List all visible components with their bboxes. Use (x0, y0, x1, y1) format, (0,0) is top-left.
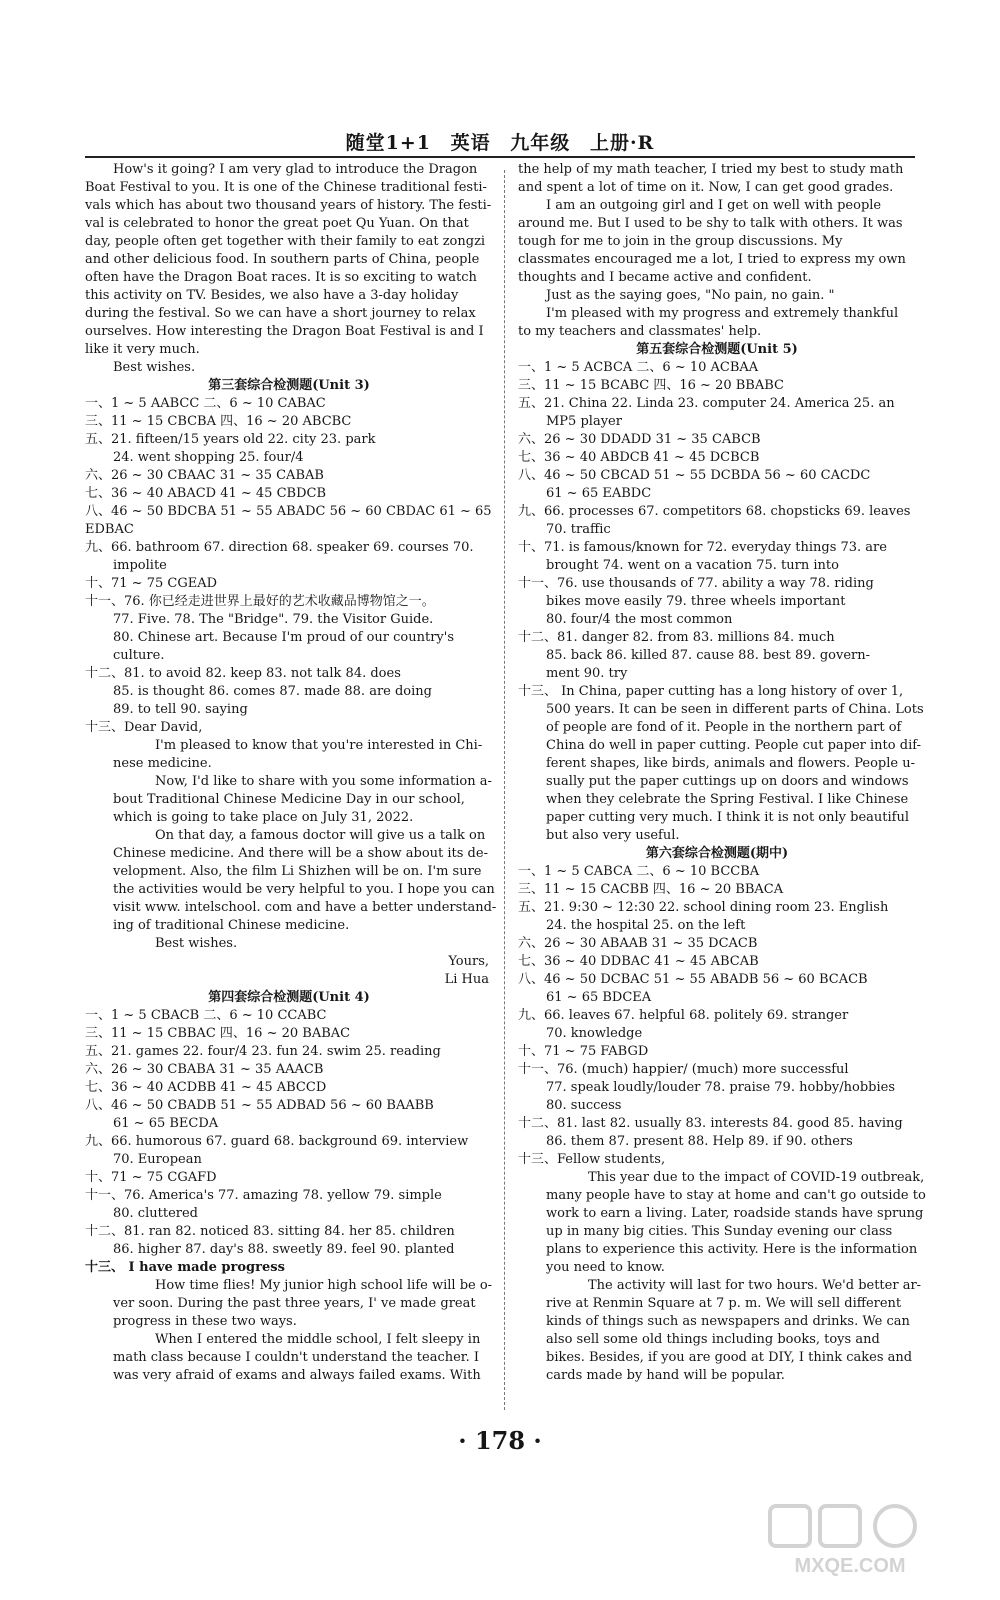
left-text-line: 六、26 ~ 30 CBABA 31 ~ 35 AAACB (85, 1062, 324, 1077)
left-text-line: 十、71 ~ 75 CGEAD (85, 576, 218, 591)
right-text-line: brought 74. went on a vacation 75. turn into (546, 558, 839, 573)
page-number: · 178 · (458, 1426, 542, 1455)
left-text-line: Li Hua (444, 972, 489, 987)
grade: 九年级 (510, 132, 571, 154)
left-text-line: 89. to tell 90. saying (113, 702, 248, 717)
svg-text:MXQE.COM: MXQE.COM (794, 1555, 906, 1577)
right-text-line: cards made by hand will be popular. (546, 1368, 785, 1383)
left-text-line: EDBAC (85, 522, 134, 537)
right-text-line: 十一、76. (much) happier/ (much) more successful (518, 1062, 849, 1077)
right-text-line: sually put the paper cuttings up on doors and windows (546, 774, 909, 789)
left-text-line: 三、11 ~ 15 CBCBA 四、16 ~ 20 ABCBC (85, 414, 352, 429)
right-text-line: work to earn a living. Later, roadside stands have sprung (546, 1206, 924, 1221)
left-text-line: 十二、81. ran 82. noticed 83. sitting 84. her 85. children (85, 1224, 455, 1239)
left-text-line: 八、46 ~ 50 BDCBA 51 ~ 55 ABADC 56 ~ 60 CBDAC 61 ~ 65 (85, 504, 492, 519)
left-text-line: 70. European (113, 1152, 202, 1167)
left-text-line: bout Traditional Chinese Medicine Day in our school, (113, 792, 465, 807)
left-section-title: 第四套综合检测题(Unit 4) (208, 990, 370, 1005)
left-text-line: was very afraid of exams and always failed exams. With (113, 1368, 481, 1383)
left-text-line: 一、1 ~ 5 AABCC 二、6 ~ 10 CABAC (85, 396, 326, 411)
left-text-line: the activities would be very helpful to you. I hope you can (113, 882, 495, 897)
left-text-line: progress in these two ways. (113, 1314, 297, 1329)
left-text-line: 五、21. fifteen/15 years old 22. city 23. park (85, 432, 376, 447)
left-text-line: val is celebrated to honor the great poet Qu Yuan. On that (85, 216, 469, 231)
right-text-line: also sell some old things including books, toys and (546, 1332, 880, 1347)
right-text-line: tough for me to join in the group discussions. My (518, 234, 843, 249)
left-text-line: and other delicious food. In southern parts of China, people (85, 252, 480, 267)
right-text-line: 八、46 ~ 50 DCBAC 51 ~ 55 ABADB 56 ~ 60 BCACB (518, 972, 868, 987)
right-text-line: The activity will last for two hours. We'd better ar- (588, 1278, 922, 1293)
right-text-line: when they celebrate the Spring Festival. I like Chinese (546, 792, 909, 807)
right-text-line: 九、66. processes 67. competitors 68. chopsticks 69. leaves (518, 504, 911, 519)
right-text-line: ferent shapes, like birds, animals and flowers. People u- (546, 756, 915, 771)
left-text-line: often have the Dragon Boat races. It is so exciting to watch (85, 270, 477, 285)
left-text-line: this activity on TV. Besides, we also have a 3-day holiday (85, 288, 459, 303)
right-text-line: 十三、 In China, paper cutting has a long history of over 1, (518, 684, 904, 699)
left-text-line: 五、21. games 22. four/4 23. fun 24. swim 25. reading (85, 1044, 441, 1059)
left-text-line: Yours, (448, 954, 489, 969)
right-text-line: 十三、Fellow students, (518, 1152, 666, 1167)
right-text-line: kinds of things such as newspapers and drinks. We can (546, 1314, 910, 1329)
right-text-line: but also very useful. (546, 828, 680, 843)
right-text-line: 三、11 ~ 15 BCABC 四、16 ~ 20 BBABC (518, 378, 784, 393)
right-text-line: 80. success (546, 1098, 622, 1113)
left-text-line: culture. (113, 648, 165, 663)
right-text-line: 一、1 ~ 5 ACBCA 二、6 ~ 10 ACBAA (518, 360, 759, 375)
left-text-line: Best wishes. (155, 936, 238, 951)
right-text-line: and spent a lot of time on it. Now, I can get good grades. (518, 180, 894, 195)
right-text-line: bikes. Besides, if you are good at DIY, I think cakes and (546, 1350, 913, 1365)
right-column (518, 161, 926, 1385)
left-text-line: day, people often get together with their family to eat zongzi (85, 234, 486, 249)
subject: 英语 (450, 132, 491, 154)
right-section-title: 第五套综合检测题(Unit 5) (636, 342, 798, 357)
right-text-line: ment 90. try (546, 666, 628, 681)
left-text-line: which is going to take place on July 31, 2022. (113, 810, 414, 825)
left-column (85, 161, 497, 1385)
right-text-line: MP5 player (546, 414, 622, 429)
left-text-line: ing of traditional Chinese medicine. (113, 918, 350, 933)
left-text-line: like it very much. (85, 342, 200, 357)
right-text-line: many people have to stay at home and can't go outside to (546, 1188, 926, 1203)
right-text-line: of people are fond of it. People in the northern part of (546, 720, 902, 735)
left-text-line: 十一、76. 你已经走进世界上最好的艺术收藏品博物馆之一。 (85, 594, 435, 609)
left-text-line: visit www. intelschool. com and have a better understand- (113, 900, 497, 915)
left-text-line: 61 ~ 65 BECDA (113, 1116, 219, 1131)
left-text-line: 85. is thought 86. comes 87. made 88. are doing (113, 684, 432, 699)
right-text-line: the help of my math teacher, I tried my best to study math (518, 162, 904, 177)
left-text-line: 77. Five. 78. The "Bridge". 79. the Visitor Guide. (113, 612, 434, 627)
right-text-line: 500 years. It can be seen in different parts of China. Lots (546, 702, 924, 717)
right-text-line: 77. speak loudly/louder 78. praise 79. hobby/hobbies (546, 1080, 896, 1095)
right-text-line: 80. four/4 the most common (546, 612, 733, 627)
right-text-line: 十二、81. danger 82. from 83. millions 84. much (518, 630, 835, 645)
left-text-line: ver soon. During the past three years, I' ve made great (113, 1296, 476, 1311)
right-text-line: 70. knowledge (546, 1026, 643, 1041)
left-text-line: math class because I couldn't understand the teacher. I (113, 1350, 479, 1365)
right-text-line: bikes move easily 79. three wheels important (546, 594, 846, 609)
left-text-line: 六、26 ~ 30 CBAAC 31 ~ 35 CABAB (85, 468, 324, 483)
right-text-line: 十一、76. use thousands of 77. ability a way 78. riding (518, 576, 874, 591)
right-text-line: 九、66. leaves 67. helpful 68. politely 69. stranger (518, 1008, 849, 1023)
left-text-line: 七、36 ~ 40 ACDBB 41 ~ 45 ABCCD (85, 1080, 327, 1095)
right-text-line: 五、21. China 22. Linda 23. computer 24. America 25. an (518, 396, 895, 411)
right-text-line: 五、21. 9:30 ~ 12:30 22. school dining room 23. English (518, 900, 889, 915)
right-text-line: thoughts and I became active and confident. (518, 270, 812, 285)
right-section-title: 第六套综合检测题(期中) (645, 846, 789, 861)
book-brand: 随堂1+1 (345, 132, 432, 154)
left-text-line: Boat Festival to you. It is one of the Chinese traditional festi- (85, 180, 487, 195)
right-text-line: 一、1 ~ 5 CABCA 二、6 ~ 10 BCCBA (518, 864, 760, 879)
right-text-line: 61 ~ 65 BDCEA (546, 990, 652, 1005)
right-text-line: paper cutting very much. I think it is not only beautiful (546, 810, 909, 825)
left-text-line: How's it going? I am very glad to introduce the Dragon (113, 162, 478, 177)
page-header (0, 128, 1000, 155)
right-text-line: 七、36 ~ 40 ABDCB 41 ~ 45 DCBCB (518, 450, 760, 465)
left-text-line: ourselves. How interesting the Dragon Boat Festival is and I (85, 324, 484, 339)
right-text-line: 三、11 ~ 15 CACBB 四、16 ~ 20 BBACA (518, 882, 784, 897)
right-text-line: 61 ~ 65 EABDC (546, 486, 652, 501)
left-text-line: 十一、76. America's 77. amazing 78. yellow 79. simple (85, 1188, 442, 1203)
left-text-line: 十三、Dear David, (85, 720, 203, 735)
column-divider (504, 170, 505, 1410)
header-rule (85, 156, 915, 158)
left-text-line: 九、66. humorous 67. guard 68. background 69. interview (85, 1134, 469, 1149)
left-text-line: 三、11 ~ 15 CBBAC 四、16 ~ 20 BABAC (85, 1026, 351, 1041)
right-text-line: 十二、81. last 82. usually 83. interests 84. good 85. having (518, 1116, 903, 1131)
left-text-line: 八、46 ~ 50 CBADB 51 ~ 55 ADBAD 56 ~ 60 BAABB (85, 1098, 434, 1113)
right-text-line: plans to experience this activity. Here is the information (546, 1242, 918, 1257)
left-text-line: impolite (113, 558, 167, 573)
left-text-line: during the festival. So we can have a short journey to relax (85, 306, 476, 321)
right-text-line: 十、71. is famous/known for 72. everyday things 73. are (518, 540, 887, 555)
right-text-line: This year due to the impact of COVID-19 outbreak, (588, 1170, 925, 1185)
left-text-line: Chinese medicine. And there will be a show about its de- (113, 846, 488, 861)
right-text-line: 85. back 86. killed 87. cause 88. best 89. govern- (546, 648, 871, 663)
left-text-line: 一、1 ~ 5 CBACB 二、6 ~ 10 CCABC (85, 1008, 327, 1023)
right-text-line: China do well in paper cutting. People cut paper into dif- (546, 738, 921, 753)
watermark-logo (760, 1500, 940, 1580)
left-section-title: 第三套综合检测题(Unit 3) (208, 378, 370, 393)
left-text-line: 80. cluttered (113, 1206, 198, 1221)
right-text-line: around me. But I used to be shy to talk with others. It was (518, 216, 903, 231)
left-text-line: 80. Chinese art. Because I'm proud of our country's (113, 630, 455, 645)
left-text-line: 十、71 ~ 75 CGAFD (85, 1170, 217, 1185)
left-text-line: How time flies! My junior high school life will be o- (155, 1278, 493, 1293)
right-text-line: 六、26 ~ 30 ABAAB 31 ~ 35 DCACB (518, 936, 758, 951)
right-text-line: up in many big cities. This Sunday evening our class (546, 1224, 893, 1239)
left-text-line: 十二、81. to avoid 82. keep 83. not talk 84. does (85, 666, 401, 681)
left-text-line: 24. went shopping 25. four/4 (113, 450, 304, 465)
right-text-line: 86. them 87. present 88. Help 89. if 90. others (546, 1134, 853, 1149)
right-text-line: 七、36 ~ 40 DDBAC 41 ~ 45 ABCAB (518, 954, 759, 969)
left-text-line: vals which has about two thousand years of history. The festi- (85, 198, 492, 213)
right-text-line: rive at Renmin Square at 7 p. m. We will sell different (546, 1296, 902, 1311)
right-text-line: 六、26 ~ 30 DDADD 31 ~ 35 CABCB (518, 432, 761, 447)
left-text-line: 九、66. bathroom 67. direction 68. speaker 69. courses 70. (85, 540, 474, 555)
left-text-line: 86. higher 87. day's 88. sweetly 89. feel 90. planted (113, 1242, 455, 1257)
left-text-line: When I entered the middle school, I felt sleepy in (155, 1332, 481, 1347)
right-text-line: I'm pleased with my progress and extremely thankful (546, 306, 899, 321)
left-text-line: velopment. Also, the film Li Shizhen will be on. I'm sure (113, 864, 482, 879)
left-text-line: I'm pleased to know that you're interested in Chi- (155, 738, 483, 753)
right-text-line: you need to know. (546, 1260, 665, 1275)
right-text-line: classmates encouraged me a lot, I tried to express my own (518, 252, 906, 267)
left-text-line: 十三、 I have made progress (85, 1260, 285, 1275)
right-text-line: 70. traffic (546, 522, 611, 537)
volume: 上册·R (589, 132, 655, 154)
left-text-line: On that day, a famous doctor will give us a talk on (155, 828, 486, 843)
right-text-line: to my teachers and classmates' help. (518, 324, 762, 339)
right-text-line: 十、71 ~ 75 FABGD (518, 1044, 649, 1059)
right-text-line: Just as the saying goes, "No pain, no gain. " (546, 288, 835, 303)
left-text-line: nese medicine. (113, 756, 212, 771)
left-text-line: Now, I'd like to share with you some information a- (155, 774, 492, 789)
left-text-line: 七、36 ~ 40 ABACD 41 ~ 45 CBDCB (85, 486, 327, 501)
right-text-line: I am an outgoing girl and I get on well with people (546, 198, 882, 213)
right-text-line: 八、46 ~ 50 CBCAD 51 ~ 55 DCBDA 56 ~ 60 CACDC (518, 468, 871, 483)
right-text-line: 24. the hospital 25. on the left (546, 918, 746, 933)
left-text-line: Best wishes. (113, 360, 196, 375)
